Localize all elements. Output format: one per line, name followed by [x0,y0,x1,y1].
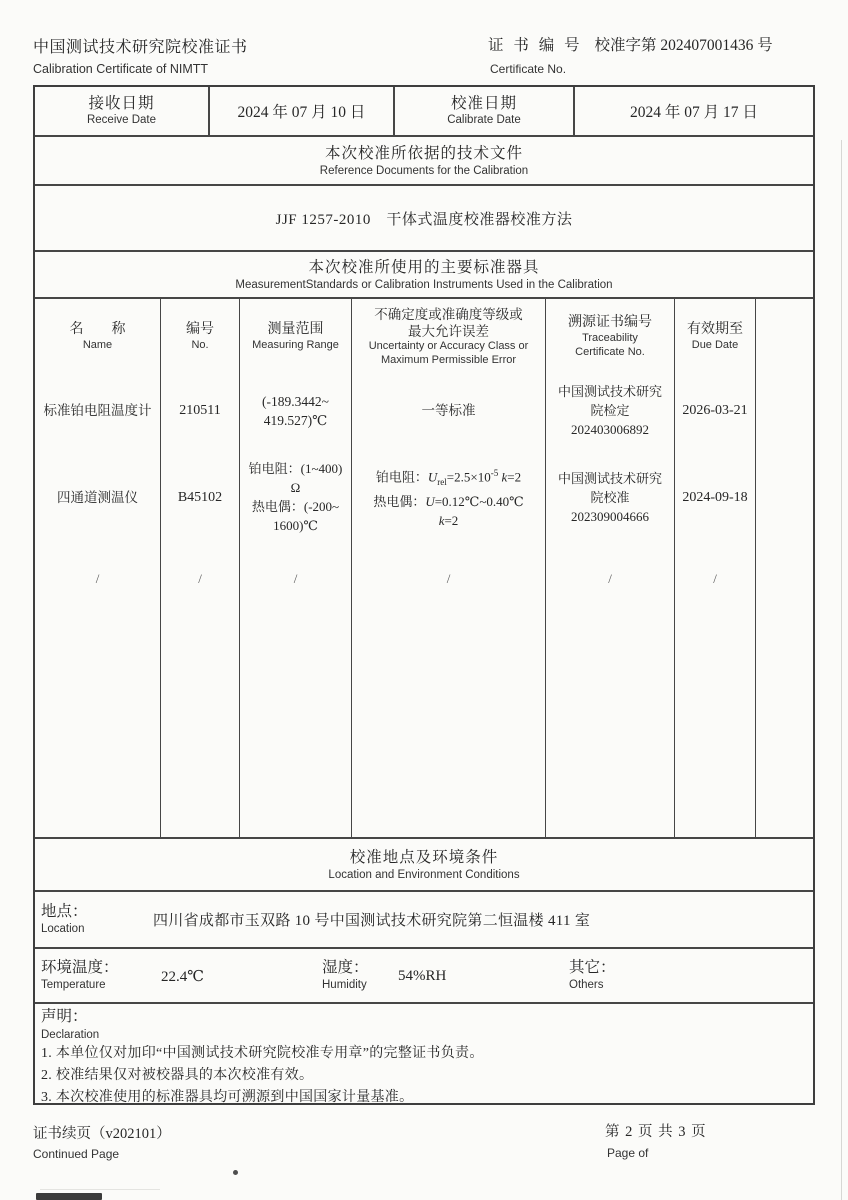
instrument2-range-line1: 铂电阻：(1~400) [248,461,343,476]
instrument2-uncertainty-line1: 铂电阻：$U_{rel}=2.5\times 10^{-5}$ k=2 [375,468,522,487]
certificate-body [33,85,815,1105]
instrument1-uncertainty: 一等标准 [421,403,476,418]
col-header-traceability [546,299,675,374]
others-label-en: Others [569,979,604,991]
instrument1-no: 210511 [179,403,221,418]
calibrate-date-label-en: Calibrate Date [447,114,521,126]
instrument3-no: / [198,570,202,586]
declaration-label-en: Declaration [41,1029,100,1041]
instrument2-trace-line3: 202309004666 [571,508,649,524]
col-header-range [240,299,352,374]
instrument1-traceability [546,374,674,447]
col-header-traceability-cn: 溯源证书编号 [568,315,652,330]
scan-faint-line [40,1189,160,1190]
instrument2-range-line4: 1600)℃ [273,518,318,533]
col-header-uncertainty [352,299,546,374]
scan-smudge-artifact [36,1193,102,1200]
others-label [563,949,616,1002]
place-value: 四川省成都市玉双路 10 号中国测试技术研究院第二恒温楼 411 室 [153,913,591,929]
instrument1-trace-line3: 202403006892 [571,422,649,437]
place-row [35,890,813,947]
environment-row [35,947,813,1002]
col-header-traceability-en1: Traceability [582,332,638,344]
instrument1-due-date: 2026-03-21 [682,403,748,418]
humidity-label-en: Humidity [322,979,367,991]
document-title-en: Calibration Certificate of NIMTT [33,62,209,76]
col-name [35,374,161,837]
col-header-uncertainty-en1: Uncertainty or Accuracy Class or [368,340,529,352]
instrument3-due-date: / [713,570,717,586]
footer-continued-cn: 证书续页（v202101） [33,1126,171,1142]
col-header-uncertainty-en2: Maximum Permissible Error [380,353,517,366]
dates-row [35,87,813,135]
instrument2-traceability [546,447,674,547]
instrument2-uncertainty-line2: 热电偶：U=0.12℃~0.40℃ [373,493,524,509]
others-label-cn: 其它： [569,959,616,976]
footer-continued-en: Continued Page [33,1147,120,1161]
col-header-name-cn: 名 称 [69,321,126,337]
col-header-no-en: No. [191,338,209,351]
col-header-no-cn: 编号 [186,321,214,337]
instrument3-uncertainty: / [446,570,451,586]
instrument2-uncertainty-line3: k=2 [438,512,459,528]
document-title-cn: 中国测试技术研究院校准证书 [33,39,248,56]
instrument1-range [240,374,351,447]
col-header-blank [756,299,813,374]
standards-title-cn: 本次校准所使用的主要标准器具 [308,258,540,276]
location-title-cn: 校准地点及环境条件 [349,848,499,866]
instrument1-trace-line1: 中国测试技术研究 [557,384,662,399]
receive-date-label-cell [35,87,210,135]
footer-page-number-en: Page of [607,1146,649,1160]
col-header-due-date [675,299,756,374]
certificate-number-label: 证 书 编 号 [488,37,583,54]
reference-docs-title-en: Reference Documents for the Calibration [319,164,529,177]
place-label-en: Location [41,923,85,935]
col-range [240,374,352,837]
instrument2-trace-line2: 院校准 [590,489,630,505]
col-header-name-en: Name [82,338,113,351]
col-header-range-en: Measuring Range [252,338,339,351]
instrument1-range-line1: (-189.3442~ [262,393,329,409]
col-traceability [546,374,675,837]
instrument2-range-line3: 热电偶：(-200~ [251,499,340,514]
instrument3-range: / [293,570,298,586]
instrument2-range [240,447,351,547]
calibrate-date-value-cell [575,87,813,135]
receive-date-label-cn: 接收日期 [88,95,155,112]
footer-page-number-cn: 第 2 页 共 3 页 [605,1124,707,1140]
instrument2-uncertainty [352,447,545,547]
temperature-value: 22.4℃ [161,969,205,985]
reference-docs-content: JJF 1257-2010 干体式温度校准器校准方法 [35,184,813,250]
col-header-traceability-en2: Certificate No. [575,345,645,358]
instrument3-traceability: / [608,570,612,586]
instrument2-range-line2: Ω [290,480,301,495]
col-header-due-date-cn: 有效期至 [687,321,743,337]
declaration-item-2: 2. 校准结果仅对被校器具的本次校准有效。 [41,1068,314,1083]
col-header-uncertainty-cn1: 不确定度或准确度等级或 [374,307,523,322]
scan-dot-artifact [233,1170,238,1175]
temperature-label [35,949,155,1002]
col-uncertainty [352,374,546,837]
instrument1-trace-line2: 院检定 [590,403,630,418]
standards-title [35,250,813,297]
place-label [35,892,153,947]
humidity-value: 54%RH [398,968,447,984]
receive-date-value: 2024 年 07 月 10 日 [237,104,366,121]
col-header-name [35,299,161,374]
humidity-label [316,949,398,1002]
temperature-label-cn: 环境温度： [41,959,119,976]
col-no [161,374,240,837]
calibrate-date-label-cn: 校准日期 [450,95,517,112]
declaration-label-cn: 声明： [41,1008,88,1025]
declaration-section [35,1002,813,1107]
instrument3-name: / [95,570,100,586]
declaration-item-3: 3. 本次校准使用的标准器具均可溯源到中国国家计量基准。 [41,1090,414,1105]
standards-table-body [35,374,813,837]
instrument2-name: 四通道测温仪 [57,489,138,505]
temperature-label-en: Temperature [41,979,106,991]
reference-docs-title-cn: 本次校准所依据的技术文件 [324,144,523,162]
col-header-uncertainty-cn2: 最大允许误差 [408,324,489,339]
humidity-label-cn: 湿度： [322,959,369,976]
instrument2-no: B45102 [177,489,223,505]
standards-table-header [35,297,813,374]
certificate-number-line [488,33,773,55]
col-header-range-cn: 测量范围 [267,321,324,337]
receive-date-label-en: Receive Date [86,114,157,126]
instrument2-trace-line1: 中国测试技术研究 [557,470,662,486]
instrument1-range-line2: 419.527)℃ [263,412,328,428]
location-title [35,837,813,890]
calibrate-date-value: 2024 年 07 月 17 日 [630,104,758,121]
standards-title-en: MeasurementStandards or Calibration Instruments Used in the Calibration [235,278,613,291]
certificate-number-value: 校准字第 202407001436 号 [594,37,773,54]
declaration-item-1: 1. 本单位仅对加印“中国测试技术研究院校准专用章”的完整证书负责。 [41,1046,484,1061]
col-header-no [161,299,240,374]
col-due-date [675,374,756,837]
location-title-en: Location and Environment Conditions [328,868,520,881]
col-header-due-date-en: Due Date [691,338,739,351]
receive-date-value-cell [210,87,395,135]
instrument1-name: 标准铂电阻温度计 [43,403,152,418]
calibrate-date-label-cell [395,87,575,135]
certificate-number-label-en: Certificate No. [490,62,567,76]
instrument2-due-date: 2024-09-18 [682,489,748,505]
col-blank [756,374,813,837]
reference-docs-title [35,135,813,184]
place-label-cn: 地点： [41,903,88,920]
scan-edge-artifact [841,140,842,1200]
